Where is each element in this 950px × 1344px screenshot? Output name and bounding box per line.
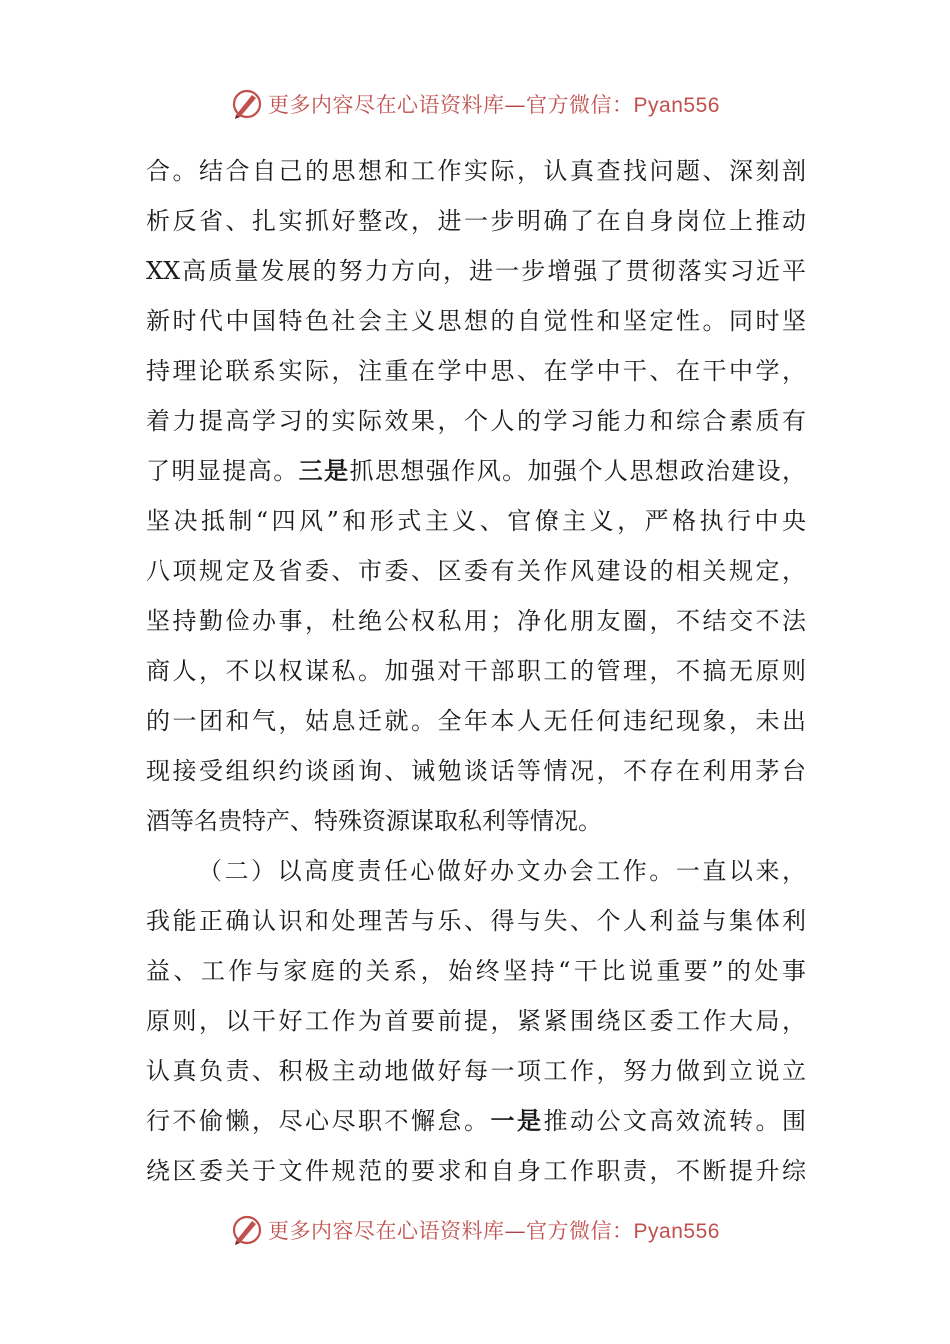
footer-banner xyxy=(0,1210,950,1250)
line-text: 酒等名贵特产、特殊资源谋取私利等情况。 xyxy=(146,807,602,835)
body-line xyxy=(146,496,806,546)
body-line xyxy=(146,696,806,746)
body-line xyxy=(146,646,806,696)
line-text: 推动公文高效流转。围 xyxy=(543,1107,806,1135)
header-banner-text: 更多内容尽在心语资料库—官方微信：Pyan556 xyxy=(268,93,720,117)
document-body xyxy=(146,146,806,1196)
line-text: 我能正确认识和处理苦与乐、得与失、个人利益与集体利 xyxy=(146,907,806,935)
line-text: 现接受组织约谈函询、诫勉谈话等情况，不存在利用茅台 xyxy=(146,757,806,785)
line-text: 益、工作与家庭的关系，始终坚持“干比说重要”的处事 xyxy=(146,957,806,985)
body-line xyxy=(146,746,806,796)
footer-banner-text: 更多内容尽在心语资料库—官方微信：Pyan556 xyxy=(268,1219,720,1243)
body-line xyxy=(146,996,806,1046)
body-line xyxy=(146,146,806,196)
emphasis-text: 一是 xyxy=(490,1106,544,1135)
line-text: 行不偷懒，尽心尽职不懈怠。 xyxy=(146,1107,491,1135)
line-text: 析反省、扎实抓好整改，进一步明确了在自身岗位上推动 xyxy=(146,207,806,235)
line-text: 的一团和气，姑息迁就。全年本人无任何违纪现象，未出 xyxy=(146,707,806,735)
line-text: （二）以高度责任心做好办文办会工作。一直以来， xyxy=(198,857,806,885)
line-text: 坚持勤俭办事，杜绝公权私用；净化朋友圈，不结交不法 xyxy=(146,607,806,635)
body-line xyxy=(146,346,806,396)
body-line xyxy=(146,246,806,296)
line-text: XX高质量发展的努力方向，进一步增强了贯彻落实习近平 xyxy=(146,257,806,285)
body-line xyxy=(146,446,806,496)
body-line xyxy=(146,1046,806,1096)
line-text: 商人，不以权谋私。加强对干部职工的管理，不搞无原则 xyxy=(146,657,806,685)
body-line xyxy=(146,196,806,246)
body-line xyxy=(146,796,806,846)
line-text: 坚决抵制“四风”和形式主义、官僚主义，严格执行中央 xyxy=(146,507,806,535)
header-banner xyxy=(0,84,950,124)
line-text: 持理论联系实际，注重在学中思、在学中干、在干中学， xyxy=(146,357,806,385)
pen-logo-icon xyxy=(230,87,264,121)
line-text: 原则，以干好工作为首要前提，紧紧围绕区委工作大局， xyxy=(146,1007,806,1035)
emphasis-text: 三是 xyxy=(298,456,350,485)
line-text: 八项规定及省委、市委、区委有关作风建设的相关规定， xyxy=(146,557,806,585)
pen-logo-icon xyxy=(230,1213,264,1247)
body-line xyxy=(146,546,806,596)
body-line xyxy=(146,1146,806,1196)
body-line xyxy=(146,896,806,946)
body-line xyxy=(146,846,806,896)
body-line xyxy=(146,1096,806,1146)
line-text: 了明显提高。 xyxy=(146,457,299,485)
line-text: 绕区委关于文件规范的要求和自身工作职责，不断提升综 xyxy=(146,1157,806,1185)
body-line xyxy=(146,946,806,996)
line-text: 认真负责、积极主动地做好每一项工作，努力做到立说立 xyxy=(146,1057,806,1085)
body-line xyxy=(146,396,806,446)
body-line xyxy=(146,596,806,646)
line-text: 着力提高学习的实际效果，个人的学习能力和综合素质有 xyxy=(146,407,806,435)
line-text: 合。结合自己的思想和工作实际，认真查找问题、深刻剖 xyxy=(146,157,806,185)
body-line xyxy=(146,296,806,346)
line-text: 新时代中国特色社会主义思想的自觉性和坚定性。同时坚 xyxy=(146,307,806,335)
line-text: 抓思想强作风。加强个人思想政治建设， xyxy=(349,457,807,485)
